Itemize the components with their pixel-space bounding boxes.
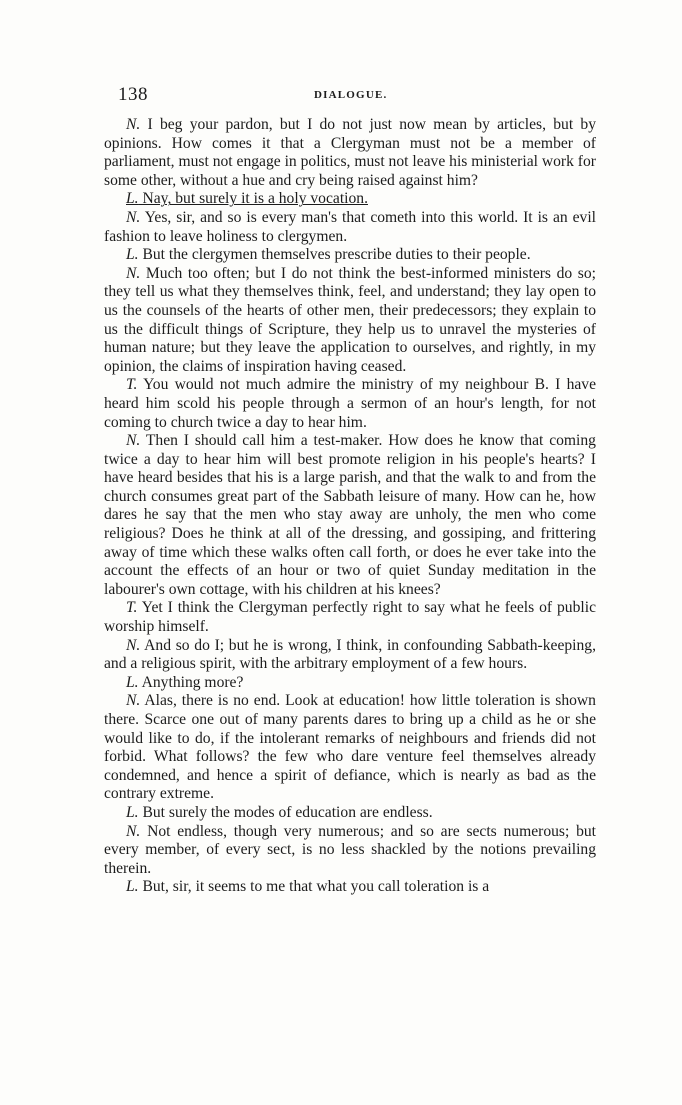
paragraph-text: But, sir, it seems to me that what you call toleration is a: [142, 878, 490, 896]
dialogue-paragraph: [104, 246, 596, 265]
paragraph-text: You would not much admire the ministry of my neighbour B. I have heard him scold his people through a sermon of an hour's length, for not coming to church twice a day to hear him.: [104, 376, 597, 431]
speaker-label: L.: [126, 673, 139, 691]
speaker-label: L.: [126, 190, 139, 208]
dialogue-paragraph: [104, 878, 596, 897]
speaker-label: N.: [126, 636, 141, 654]
speaker-label: N.: [126, 116, 141, 133]
dialogue-paragraph: [104, 209, 596, 246]
speaker-label: N.: [126, 208, 141, 226]
paragraph-text: Anything more?: [141, 673, 244, 691]
paragraph-text: Then I should call him a test-maker. How does he know that coming twice a day to hear him will best promote religion in his people's hearts? I have heard besides that his is a large parish, and that the walk to and from the church consumes great part of the Sabbath leisure of many. How can he, how dares he say that the men who stay away are unholy, the men who come religious? Does he think at all of the dressing, and gossiping, and frittering away of time which these walks often call forth, or does he ever take into the account the effects of an hour or two of quiet Sunday meditation in the labourer's own cottage, with his children at his knees?: [104, 432, 596, 598]
paragraph-text: Yet I think the Clergyman perfectly right to say what he feels of public worship himself.: [104, 599, 596, 636]
running-title: DIALOGUE.: [314, 89, 388, 101]
dialogue-paragraph: [104, 190, 596, 209]
paragraph-text: Much too often; but I do not think the best-informed ministers do so; they tell us what they themselves think, feel, and understand; they lay open to us the counsels of the hearts of other men, their predecessors; they explain to us the difficult things of Scripture, they help us to unravel the mysteries of human nature; but they leave the application to ourselves, and rightly, in my opinion, the claims of inspiration having ceased.: [104, 264, 596, 375]
paragraph-text: But surely the modes of education are endless.: [142, 803, 433, 821]
paragraph-text: Not endless, though very numerous; and so are sects numerous; but every member, of every sect, is no less shackled by the notions prevailing therein.: [104, 822, 596, 877]
dialogue-paragraph: [104, 804, 596, 823]
dialogue-paragraph: [104, 599, 596, 636]
speaker-label: N.: [126, 692, 141, 710]
paragraph-text: Alas, there is no end. Look at education! how little toleration is shown there. Scarce one out of many parents dares to bring up a child as he or she would like to do, if the intolerant remarks of neighbours and friends did not forbid. What follows? the few who dare venture feel themselves already condemned, and hence a spirit of defiance, which is nearly as bad as the contrary extreme.: [104, 692, 596, 803]
running-head: [118, 84, 598, 106]
speaker-label: L.: [126, 803, 139, 821]
page-number: 138: [118, 84, 148, 105]
dialogue-paragraph: [104, 116, 596, 190]
dialogue-paragraph: [104, 376, 596, 432]
paragraph-text: Nay, but surely it is a holy vocation.: [142, 190, 368, 208]
speaker-label: T.: [126, 599, 138, 617]
speaker-label: T.: [126, 376, 138, 394]
dialogue-paragraph: [104, 637, 596, 674]
speaker-label: N.: [126, 264, 141, 282]
dialogue-paragraph: [104, 432, 596, 599]
speaker-label: N.: [126, 822, 141, 840]
paragraph-text: I beg your pardon, but I do not just now mean by articles, but by opinions. How comes it that a Clergyman must not be a member of parliament, must not engage in politics, must not leave his ministerial work for some other, without a hue and cry being raised against him?: [104, 116, 596, 189]
paragraph-text: And so do I; but he is wrong, I think, in confounding Sabbath-keeping, and a religious spirit, with the arbitrary employment of a few hours.: [104, 636, 596, 673]
dialogue-paragraph: [104, 823, 596, 879]
dialogue-paragraph: [104, 265, 596, 377]
dialogue-paragraph: [104, 692, 596, 804]
speaker-label: L.: [126, 246, 139, 264]
paragraph-text: Yes, sir, and so is every man's that cometh into this world. It is an evil fashion to leave holiness to clergymen.: [104, 208, 596, 245]
speaker-label: N.: [126, 432, 141, 450]
underlined-line: [126, 190, 368, 207]
speaker-label: L.: [126, 878, 139, 896]
dialogue-text: [104, 116, 596, 897]
paragraph-text: But the clergymen themselves prescribe duties to their people.: [142, 246, 531, 264]
dialogue-paragraph: [104, 674, 596, 693]
